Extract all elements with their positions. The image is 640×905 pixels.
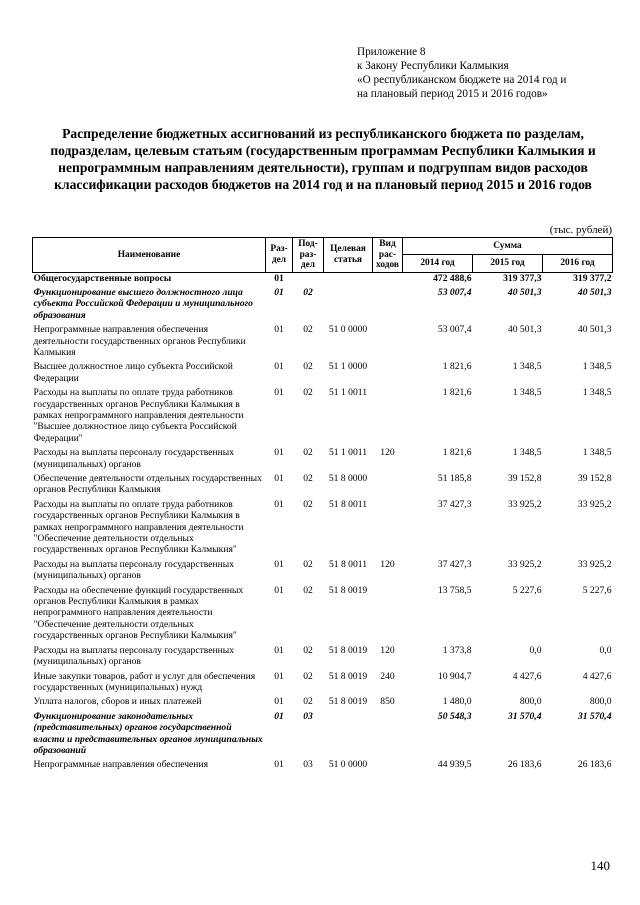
cell-2016: 319 377,2 [573,272,612,284]
cell-name: Расходы на обеспечение функций государственных органов Республики Калмыкия в рамках непрограммного направления деятельности "Обеспечение деятельности отдельных государственных органов Республики Калмыкия" [33,584,244,642]
cell-2014: 10 904,7 [437,670,472,682]
cell-2015: 26 183,6 [507,759,542,771]
table-header-row [33,238,613,255]
cell-statya [324,284,373,321]
cell-2016: 800,0 [589,696,612,708]
cell-2016: 1 348,5 [582,447,612,459]
cell-vid: 850 [380,696,395,708]
cell-vid [373,358,403,384]
cell-statya: 51 8 0019 [328,584,368,596]
cell-podrazdel: 03 [303,710,313,722]
table-row [33,496,613,556]
cell-statya: 51 8 0019 [328,696,368,708]
cell-vid: 120 [380,558,395,570]
appendix-line-3: «О республиканском бюджете на 2014 год и [357,74,567,86]
cell-2015: 319 377,3 [503,272,542,284]
cell-razdel: 01 [274,710,284,722]
cell-2014: 1 821,6 [442,387,472,399]
cell-2016: 0,0 [599,644,612,656]
cell-name: Непрограммные направления обеспечения деятельности государственных органов Республики Калмыкия [33,324,246,358]
cell-2014: 1 821,6 [442,447,472,459]
cell-name: Расходы на выплаты по оплате труда работников государственных органов Республики Калмыкия в рамках непрограммного направления деятельности "Высшее должностное лицо субъекта Российской Федерации" [33,387,244,444]
cell-name: Расходы на выплаты персоналу государственных (муниципальных) органов [33,558,235,582]
cell-statya: 51 8 0019 [328,670,368,682]
cell-statya: 51 0 0000 [328,759,368,771]
cell-name: Непрограммные направления обеспечения [33,759,208,771]
cell-vid: 240 [380,670,395,682]
cell-podrazdel: 02 [303,670,313,682]
cell-2015: 40 501,3 [507,286,542,298]
cell-2016: 4 427,6 [582,670,612,682]
cell-2015: 5 227,6 [512,584,542,596]
cell-2014: 37 427,3 [437,558,472,570]
appendix-line-1: Приложение 8 [357,46,426,58]
page-number: 140 [590,858,610,873]
cell-statya: 51 1 0011 [328,447,368,459]
cell-2015: 33 925,2 [507,558,542,570]
cell-razdel: 01 [274,644,284,656]
table-row [33,756,613,770]
cell-2015: 800,0 [519,696,542,708]
cell-statya: 51 8 0011 [328,558,368,570]
cell-podrazdel: 02 [303,361,313,373]
cell-2015: 1 348,5 [512,387,542,399]
cell-2014: 50 548,3 [437,710,472,722]
cell-razdel: 01 [274,473,284,484]
cell-vid: 120 [380,644,395,656]
cell-razdel: 01 [274,286,284,298]
cell-razdel: 01 [274,447,284,459]
table-row [33,556,613,582]
table-row [33,668,613,694]
cell-2015: 1 348,5 [512,447,542,459]
cell-name: Расходы на выплаты по оплате труда работников государственных органов Республики Калмыкия в рамках непрограммного направления деятельности "Обеспечение деятельности отдельных государственных органов Республики Калмыкия" [33,498,244,556]
cell-vid: 120 [380,447,395,459]
cell-2014: 44 939,5 [437,759,472,771]
cell-name: Расходы на выплаты персоналу государственных (муниципальных) органов [33,644,235,668]
header-summa: Сумма [403,238,613,255]
header-year-2015: 2015 год [473,255,543,272]
cell-statya: 51 8 0000 [328,473,368,484]
cell-podrazdel: 02 [303,387,313,399]
header-statya: Целевая статья [324,238,373,273]
cell-vid [373,756,403,770]
cell-2014: 1 373,8 [442,644,472,656]
cell-razdel: 01 [274,696,284,708]
cell-podrazdel: 03 [303,759,313,771]
cell-vid [373,384,403,444]
cell-2014: 53 007,4 [437,286,472,298]
cell-2016: 33 925,2 [577,558,612,570]
cell-name: Расходы на выплаты персоналу государственных (муниципальных) органов [33,447,235,470]
cell-2015: 0,0 [529,644,542,656]
cell-statya: 51 8 0011 [328,498,368,510]
cell-2016: 40 501,3 [577,324,612,336]
cell-2014: 37 427,3 [437,498,472,510]
cell-2016: 39 152,8 [577,473,612,484]
cell-podrazdel: 02 [303,696,313,708]
cell-podrazdel: 02 [303,498,313,510]
cell-2016: 1 348,5 [582,387,612,399]
budget-table [32,237,613,771]
cell-name: Уплата налогов, сборов и иных платежей [33,696,202,708]
cell-podrazdel: 02 [303,584,313,596]
cell-2015: 31 570,4 [507,710,542,722]
cell-razdel: 01 [274,558,284,570]
cell-podrazdel: 02 [303,558,313,570]
cell-razdel: 01 [274,361,284,373]
cell-razdel: 01 [274,584,284,596]
cell-vid [373,284,403,321]
table-row [33,358,613,384]
cell-podrazdel [293,272,324,284]
cell-razdel: 01 [274,324,284,336]
header-razdel: Раз-дел [266,238,293,273]
cell-2015: 4 427,6 [512,670,542,682]
table-row [33,582,613,642]
cell-podrazdel: 02 [303,473,313,484]
table-row [33,321,613,358]
cell-2016: 26 183,6 [577,759,612,771]
table-row [33,693,613,707]
cell-vid [373,272,403,284]
cell-name: Высшее должностное лицо субъекта Российской Федерации [33,361,233,384]
cell-razdel: 01 [274,498,284,510]
table-row [33,272,613,284]
cell-podrazdel: 02 [303,324,313,336]
cell-2016: 5 227,6 [582,584,612,596]
cell-name: Функционирование высшего должностного лица субъекта Российской Федерации и муниципального образования [33,286,253,321]
header-name: Наименование [33,238,266,273]
table-row [33,708,613,757]
header-year-2014: 2014 год [403,255,473,272]
table-row [33,284,613,321]
cell-2014: 51 185,8 [437,473,472,484]
cell-razdel: 01 [274,670,284,682]
header-podrazdel: Под-раз-дел [293,238,324,273]
budget-table-body [33,272,613,771]
cell-2015: 33 925,2 [507,498,542,510]
cell-razdel: 01 [274,387,284,399]
table-row [33,642,613,668]
header-year-2016: 2016 год [543,255,613,272]
cell-vid [373,708,403,757]
cell-statya: 51 1 0000 [328,361,368,373]
appendix-line-2: к Закону Республики Калмыкия [357,60,509,72]
cell-2015: 39 152,8 [507,473,542,484]
cell-2016: 33 925,2 [577,498,612,510]
cell-2014: 472 488,6 [433,272,472,284]
table-row [33,384,613,444]
appendix-reference [357,45,627,101]
cell-razdel: 01 [274,272,284,284]
cell-2014: 53 007,4 [437,324,472,336]
cell-vid [373,496,403,556]
cell-2014: 13 758,5 [437,584,472,596]
appendix-line-4: на плановый период 2015 и 2016 годов» [357,88,548,100]
cell-statya [324,708,373,757]
cell-statya: 51 0 0000 [328,324,368,336]
cell-2014: 1 821,6 [442,361,472,373]
cell-statya: 51 1 0011 [328,387,368,399]
cell-name: Иные закупки товаров, работ и услуг для обеспечения государственных (муниципальных) нужд [33,670,256,693]
cell-podrazdel: 02 [303,286,313,298]
units-label: (тыс. рублей) [549,224,612,236]
cell-2016: 40 501,3 [577,286,612,298]
cell-name: Общегосударственные вопросы [33,272,172,284]
cell-2014: 1 480,0 [442,696,472,708]
cell-podrazdel: 02 [303,447,313,459]
document-title: Распределение бюджетных ассигнований из республиканского бюджета по разделам, подразделам, целевым статьям (государственным программам Республики Калмыкия и непрограммным направлениям деятельности), группам и подгруппам видов расходов классификации расходов бюджетов на 2014 год и на плановый период 2015 и 2016 годов [50,126,596,192]
cell-2015: 1 348,5 [512,361,542,373]
cell-podrazdel: 02 [303,644,313,656]
cell-name: Обеспечение деятельности отдельных государственных органов Республики Калмыкия [33,473,262,496]
cell-vid [373,470,403,496]
cell-vid [373,582,403,642]
header-vid: Вид рас-ходов [373,238,403,273]
cell-razdel: 01 [274,759,284,771]
cell-statya [324,272,373,284]
cell-statya: 51 8 0019 [328,644,368,656]
cell-name: Функционирование законодательных (представительных) органов государственной власти и представительных органов муниципальных образований [33,710,263,756]
cell-vid [373,321,403,358]
table-row [33,444,613,470]
cell-2016: 1 348,5 [582,361,612,373]
cell-2015: 40 501,3 [507,324,542,336]
cell-2016: 31 570,4 [577,710,612,722]
table-row [33,470,613,496]
